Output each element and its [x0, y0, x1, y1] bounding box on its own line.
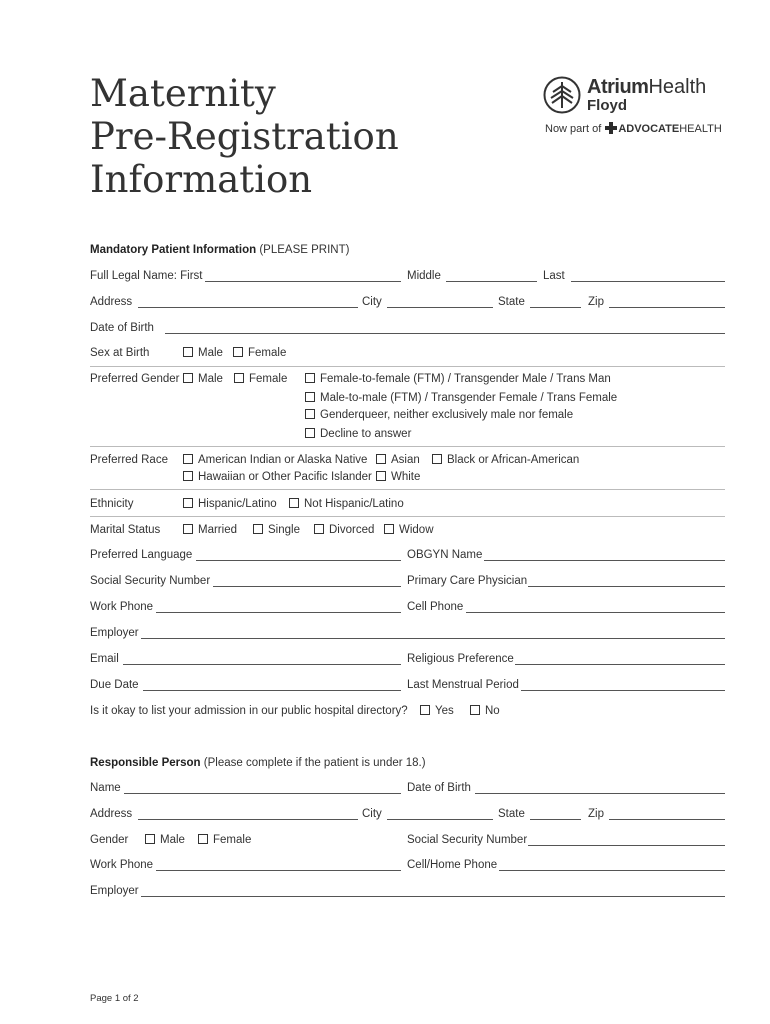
rp-name-field[interactable]	[124, 793, 401, 794]
sex-female-checkbox[interactable]: Female	[233, 346, 286, 360]
dob-field[interactable]	[165, 333, 725, 334]
zip-field[interactable]	[609, 307, 725, 308]
cell-phone-field[interactable]	[466, 612, 725, 613]
gender-ftm-checkbox[interactable]: Female-to-female (FTM) / Transgender Male / Trans Man	[305, 372, 611, 386]
work-phone-field[interactable]	[156, 612, 401, 613]
middle-name-field[interactable]	[446, 281, 537, 282]
rp-city-field[interactable]	[387, 819, 493, 820]
atrium-health-logo: AtriumHealth Floyd Now part of ADVOCATEHEALTH	[545, 76, 722, 135]
rp-ssn-field[interactable]	[528, 845, 725, 846]
divider	[90, 489, 725, 490]
gender-female-checkbox[interactable]: Female	[234, 372, 287, 386]
first-name-field[interactable]	[205, 281, 401, 282]
rp-gender-male-checkbox[interactable]: Male	[145, 833, 185, 847]
lmp-field[interactable]	[521, 690, 725, 691]
rp-cell-home-field[interactable]	[499, 870, 725, 871]
race-black-checkbox[interactable]: Black or African-American	[432, 453, 579, 467]
divider	[90, 366, 725, 367]
divider	[90, 446, 725, 447]
pcp-field[interactable]	[528, 586, 725, 587]
rp-dob-field[interactable]	[475, 793, 725, 794]
race-hawaiian-checkbox[interactable]: Hawaiian or Other Pacific Islander	[183, 470, 372, 484]
ethnicity-hispanic-checkbox[interactable]: Hispanic/Latino	[183, 497, 277, 511]
due-date-field[interactable]	[143, 690, 401, 691]
email-field[interactable]	[123, 664, 401, 665]
directory-yes-checkbox[interactable]: Yes	[420, 704, 454, 718]
marital-widow-checkbox[interactable]: Widow	[384, 523, 434, 537]
section-heading-responsible: Responsible Person (Please complete if the patient is under 18.)	[90, 757, 426, 769]
religion-field[interactable]	[515, 664, 725, 665]
language-field[interactable]	[196, 560, 401, 561]
address-field[interactable]	[138, 307, 358, 308]
page-number: Page 1 of 2	[90, 993, 139, 1004]
gender-genderqueer-checkbox[interactable]: Genderqueer, neither exclusively male nor female	[305, 408, 573, 422]
plus-icon	[605, 122, 617, 134]
page-title: Maternity Pre-Registration Information	[90, 72, 399, 201]
last-name-field[interactable]	[571, 281, 725, 282]
employer-field[interactable]	[141, 638, 725, 639]
tree-logo-icon	[543, 76, 581, 114]
rp-gender-female-checkbox[interactable]: Female	[198, 833, 251, 847]
rp-work-phone-field[interactable]	[156, 870, 401, 871]
race-white-checkbox[interactable]: White	[376, 470, 420, 484]
divider	[90, 516, 725, 517]
directory-no-checkbox[interactable]: No	[470, 704, 500, 718]
rp-employer-field[interactable]	[141, 896, 725, 897]
state-field[interactable]	[530, 307, 581, 308]
obgyn-field[interactable]	[484, 560, 725, 561]
rp-address-field[interactable]	[138, 819, 358, 820]
marital-married-checkbox[interactable]: Married	[183, 523, 237, 537]
sex-male-checkbox[interactable]: Male	[183, 346, 223, 360]
gender-male-checkbox[interactable]: Male	[183, 372, 223, 386]
city-field[interactable]	[387, 307, 493, 308]
ethnicity-not-hispanic-checkbox[interactable]: Not Hispanic/Latino	[289, 497, 404, 511]
rp-state-field[interactable]	[530, 819, 581, 820]
section-heading-patient: Mandatory Patient Information (PLEASE PRINT)	[90, 244, 350, 256]
rp-zip-field[interactable]	[609, 819, 725, 820]
gender-decline-checkbox[interactable]: Decline to answer	[305, 427, 411, 441]
race-american-indian-checkbox[interactable]: American Indian or Alaska Native	[183, 453, 367, 467]
gender-mtf-checkbox[interactable]: Male-to-male (FTM) / Transgender Female / Trans Female	[305, 391, 617, 405]
race-asian-checkbox[interactable]: Asian	[376, 453, 420, 467]
marital-divorced-checkbox[interactable]: Divorced	[314, 523, 374, 537]
ssn-field[interactable]	[213, 586, 401, 587]
marital-single-checkbox[interactable]: Single	[253, 523, 300, 537]
